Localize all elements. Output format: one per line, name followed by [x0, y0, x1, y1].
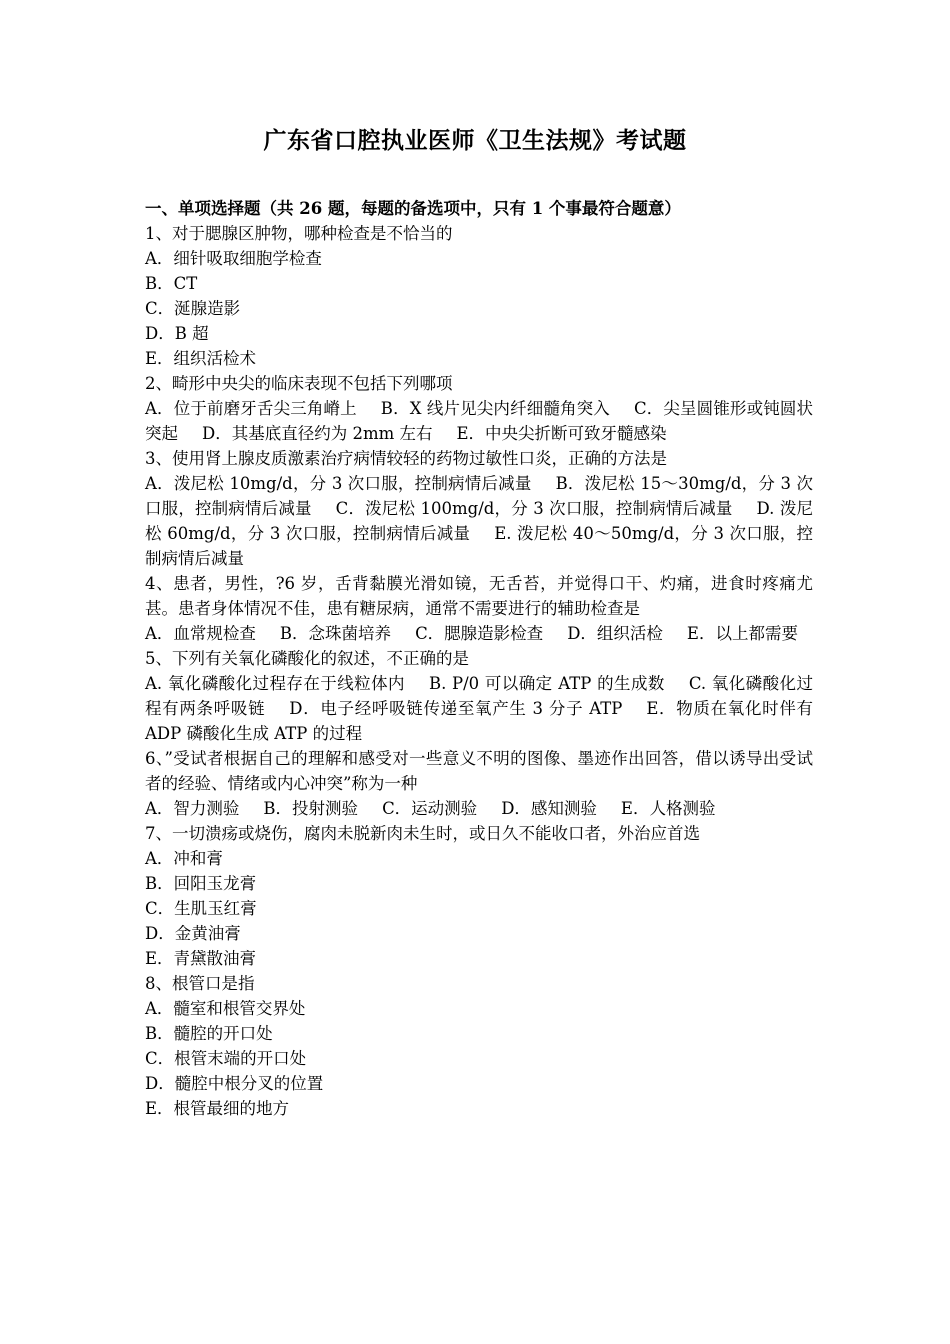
question-stem: 6、”受试者根据自己的理解和感受对一些意义不明的图像、墨迹作出回答，借以诱导出受试者的经验、情绪或内心冲突”称为一种: [145, 749, 813, 793]
option-a: A. 氧化磷酸化过程存在于线粒体内: [145, 674, 405, 693]
option-c: C．涎腺造影: [145, 299, 241, 318]
question-8: [145, 971, 813, 1121]
option-e: E．青黛散油膏: [145, 949, 257, 968]
document-body: [145, 196, 813, 1121]
option-a: A．位于前磨牙舌尖三角嵴上: [145, 399, 357, 418]
option-d: D．B 超: [145, 324, 209, 343]
option-b: B．回阳玉龙膏: [145, 874, 257, 893]
question-options: [145, 671, 813, 746]
option-c: C．运动测验: [382, 799, 478, 818]
option-d: D．组织活检: [567, 624, 663, 643]
option-d: D．电子经呼吸链传递至氧产生 3 分子 ATP: [289, 699, 623, 718]
option-d: D. 泼尼松 60mg/d，分 3 次口服，控制病情后减量: [145, 499, 813, 543]
option-d: D．感知测验: [501, 799, 597, 818]
option-b: B．念珠菌培养: [279, 624, 392, 643]
option-a: A．泼尼松 10mg/d，分 3 次口服，控制病情后减量: [145, 474, 532, 493]
question-stem: 7、一切溃疡或烧伤，腐肉未脱新肉未生时，或日久不能收口者，外治应首选: [145, 824, 700, 843]
option-c: C．尖呈圆锥形或钝圆状突起: [145, 399, 814, 443]
option-a: A．细针吸取细胞学检查: [145, 249, 322, 268]
question-stem: 8、根管口是指: [145, 974, 255, 993]
option-b: B．CT: [145, 274, 198, 293]
option-a: A．髓室和根管交界处: [145, 999, 306, 1018]
option-c: C．根管末端的开口处: [145, 1049, 307, 1068]
question-stem: 1、对于腮腺区肿物，哪种检查是不恰当的: [145, 224, 453, 243]
question-6: [145, 746, 813, 821]
option-d: D．金黄油膏: [145, 924, 241, 943]
question-options: [145, 471, 813, 571]
question-7: [145, 821, 813, 971]
option-e: E．人格测验: [620, 799, 716, 818]
option-d: D．其基底直径约为 2mm 左右: [202, 424, 433, 443]
option-e: E．根管最细的地方: [145, 1099, 290, 1118]
option-b: B．髓腔的开口处: [145, 1024, 273, 1043]
option-c: C．生肌玉红膏: [145, 899, 257, 918]
option-d: D．髓腔中根分叉的位置: [145, 1074, 324, 1093]
question-stem: 4、患者，男性，?6 岁，舌背黏膜光滑如镜，无舌苔，并觉得口干、灼痛，进食时疼痛尤甚。患者身体情况不佳，患有糖尿病，通常不需要进行的辅助检查是: [145, 574, 813, 618]
question-5: [145, 646, 813, 746]
option-b: B．X 线片见尖内纤细髓角突入: [380, 399, 610, 418]
question-stem: 3、使用肾上腺皮质激素治疗病情较轻的药物过敏性口炎，正确的方法是: [145, 449, 667, 468]
option-b: B．投射测验: [263, 799, 359, 818]
question-options: [145, 796, 813, 821]
option-e: E. 泼尼松 40～50mg/d，分 3 次口服，控制病情后减量: [145, 524, 813, 568]
option-c: C．腮腺造影检查: [415, 624, 544, 643]
section-heading: 一、单项选择题（共 26 题，每题的备选项中，只有 1 个事最符合题意）: [145, 199, 681, 218]
question-4: [145, 571, 813, 646]
question-1: [145, 221, 813, 371]
question-options: [145, 396, 813, 446]
option-a: A．智力测验: [145, 799, 240, 818]
question-stem: 2、畸形中央尖的临床表现不包括下列哪项: [145, 374, 453, 393]
option-a: A．冲和膏: [145, 849, 223, 868]
option-c: C．泼尼松 100mg/d，分 3 次口服，控制病情后减量: [335, 499, 733, 518]
option-e: E．中央尖折断可致牙髓感染: [456, 424, 667, 443]
option-e: E．组织活检术: [145, 349, 257, 368]
option-a: A．血常规检查: [145, 624, 256, 643]
question-options: [145, 621, 813, 646]
option-b: B．泼尼松 15～30mg/d，分 3 次口服，控制病情后减量: [145, 474, 813, 518]
question-3: [145, 446, 813, 571]
question-2: [145, 371, 813, 446]
document-title: 广东省口腔执业医师《卫生法规》考试题: [263, 127, 687, 154]
option-e: E．以上都需要: [686, 624, 798, 643]
option-b: B. P/0 可以确定 ATP 的生成数: [428, 674, 665, 693]
question-stem: 5、下列有关氧化磷酸化的叙述，不正确的是: [145, 649, 469, 668]
option-c: C. 氧化磷酸化过程有两条呼吸链: [145, 674, 813, 718]
option-e: E．物质在氧化时伴有 ADP 磷酸化生成 ATP 的过程: [145, 699, 814, 743]
